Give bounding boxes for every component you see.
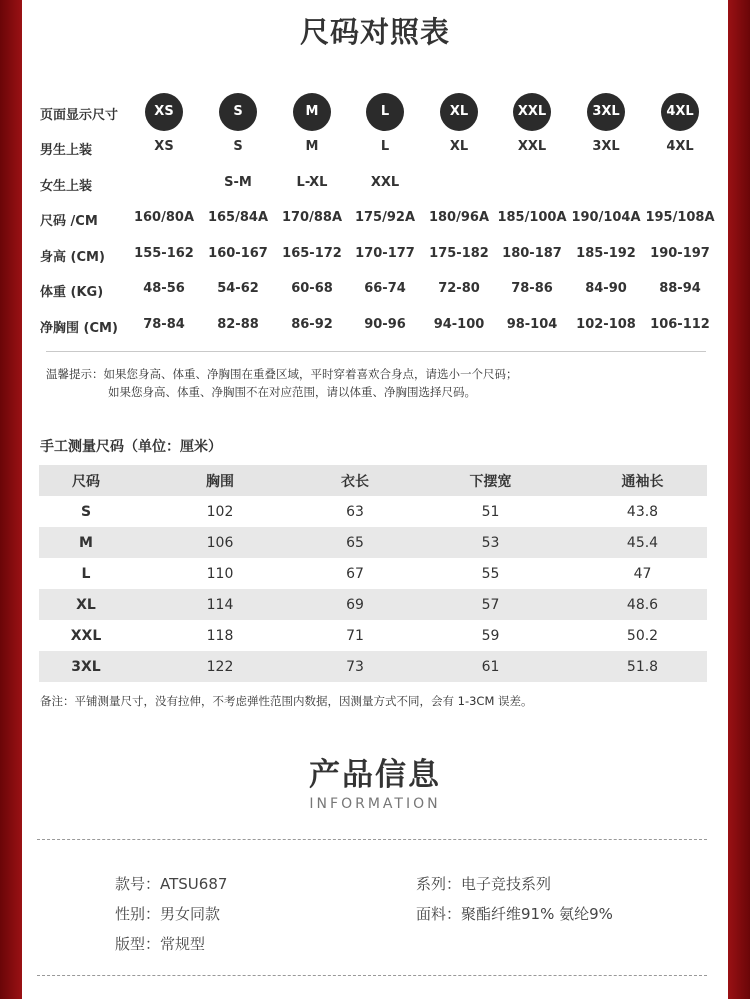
measure-value-cell: 106 [133, 527, 307, 558]
height-cell: 165-172 [282, 246, 342, 261]
weight-cell: 78-86 [511, 281, 553, 296]
row-label-chest: 净胸围 (CM) [40, 321, 118, 336]
measure-size-cell: 3XL [39, 651, 133, 682]
size-cm-cell: 185/100A [497, 210, 567, 225]
height-cell: 175-182 [429, 246, 489, 261]
measure-size-cell: XXL [70, 627, 102, 644]
display-size-cell: XL [440, 93, 478, 131]
style-number-label: 款号： [115, 875, 161, 893]
measure-value-cell: 51.8 [578, 651, 707, 682]
product-info-top-divider [37, 839, 707, 840]
measure-value-cell: 63 [346, 503, 364, 520]
table-row [39, 496, 707, 527]
measure-value-cell: 61 [403, 651, 578, 682]
measure-header-cell: 下摆宽 [403, 465, 578, 496]
size-cm-cell: 170/88A [281, 210, 343, 225]
row-label-weight: 体重 (KG) [40, 285, 104, 300]
measure-size-cell: M [39, 527, 133, 558]
weight-cell: 72-80 [438, 281, 480, 296]
row-label-size-cm: 尺码 /CM [40, 214, 98, 229]
fit-value: 常规型 [160, 935, 206, 953]
measure-value-cell: 110 [206, 565, 234, 582]
measure-value-cell: 51 [481, 503, 500, 520]
male-top-cell: 3XL [592, 139, 620, 154]
chest-cell: 86-92 [291, 317, 333, 332]
display-size-cell: 3XL [587, 93, 625, 131]
measure-value-cell: 53 [403, 527, 578, 558]
size-cm-cell: 195/108A [645, 210, 715, 225]
style-number-value: ATSU687 [160, 875, 228, 893]
size-tip [46, 365, 518, 401]
table-row [39, 558, 707, 589]
row-label-female-top: 女生上装 [40, 179, 93, 194]
row-label-male-top: 男生上装 [40, 143, 93, 158]
table-row [39, 620, 707, 651]
measure-value-cell: 48.6 [578, 589, 707, 620]
size-cm-cell: 180/96A [428, 210, 490, 225]
series-label: 系列： [416, 875, 462, 893]
product-info-title: 产品信息 [309, 757, 441, 793]
chest-cell: 98-104 [506, 317, 558, 332]
left-red-border [0, 0, 22, 999]
fit [115, 933, 205, 954]
series-value: 电子竞技系列 [461, 875, 552, 893]
height-cell: 190-197 [650, 246, 710, 261]
measure-value-cell: 122 [133, 651, 307, 682]
measure-value-cell: 69 [307, 589, 403, 620]
gender-label: 性别： [115, 905, 161, 923]
size-tip-line-1: 温馨提示：如果您身高、体重、净胸围在重叠区域，平时穿着喜欢合身点，请选小一个尺码； [46, 367, 518, 381]
height-cell: 155-162 [134, 246, 194, 261]
product-info-subtitle: INFORMATION [309, 796, 441, 812]
measure-table-header [39, 465, 707, 496]
measure-value-cell: 102 [206, 503, 234, 520]
table-row [39, 527, 707, 558]
measure-table [39, 465, 707, 682]
male-top-cell: 4XL [666, 139, 694, 154]
display-size-cell: 4XL [661, 93, 699, 131]
male-top-cell: XXL [517, 139, 547, 154]
female-top-cell: XXL [370, 175, 400, 190]
measure-value-cell: 55 [481, 565, 500, 582]
measure-value-cell: 67 [346, 565, 364, 582]
male-top-cell: M [305, 139, 319, 154]
male-top-cell: S [233, 139, 243, 154]
size-cm-cell: 160/80A [133, 210, 195, 225]
weight-cell: 84-90 [585, 281, 627, 296]
measure-header-cell: 胸围 [133, 465, 307, 496]
chest-cell: 102-108 [576, 317, 636, 332]
weight-cell: 48-56 [143, 281, 185, 296]
measure-value-cell: 57 [403, 589, 578, 620]
table-row [39, 651, 707, 682]
size-cm-cell: 175/92A [354, 210, 416, 225]
measure-header-cell: 尺码 [39, 465, 133, 496]
measure-value-cell: 71 [346, 627, 364, 644]
material [416, 903, 613, 924]
size-tip-line-2: 如果您身高、体重、净胸围不在对应范围，请以体重、净胸围选择尺码。 [108, 385, 476, 399]
height-cell: 185-192 [576, 246, 636, 261]
measure-value-cell: 65 [307, 527, 403, 558]
chest-cell: 106-112 [650, 317, 710, 332]
measure-value-cell: 118 [206, 627, 234, 644]
male-top-cell: L [380, 139, 390, 154]
measure-value-cell: 43.8 [626, 503, 659, 520]
fit-label: 版型： [115, 935, 161, 953]
measure-size-cell: XL [39, 589, 133, 620]
gender [115, 903, 220, 924]
row-label-height: 身高 (CM) [40, 250, 105, 265]
male-top-cell: XL [449, 139, 469, 154]
measure-note: 备注：平铺测量尺寸，没有拉伸，不考虑弹性范围内数据，因测量方式不同，会有 1-3CM 误差。 [40, 694, 533, 708]
material-label: 面料： [416, 905, 462, 923]
material-value: 聚酯纤维91% 氨纶9% [461, 905, 613, 923]
weight-cell: 88-94 [659, 281, 701, 296]
female-top-cell: S-M [224, 175, 252, 190]
height-cell: 170-177 [355, 246, 415, 261]
chest-cell: 94-100 [433, 317, 485, 332]
measure-value-cell: 45.4 [578, 527, 707, 558]
measure-header-cell: 衣长 [307, 465, 403, 496]
table-row [39, 589, 707, 620]
measure-value-cell: 114 [133, 589, 307, 620]
right-red-border [728, 0, 750, 999]
chest-cell: 78-84 [143, 317, 185, 332]
measure-value-cell: 59 [481, 627, 500, 644]
size-cm-cell: 165/84A [207, 210, 269, 225]
display-size-cell: S [219, 93, 257, 131]
display-size-cell: L [366, 93, 404, 131]
measure-title: 手工测量尺码（单位：厘米） [40, 439, 222, 455]
display-size-cell: XS [145, 93, 183, 131]
product-info-bottom-divider [37, 975, 707, 976]
chest-cell: 82-88 [217, 317, 259, 332]
weight-cell: 66-74 [364, 281, 406, 296]
weight-cell: 54-62 [217, 281, 259, 296]
measure-size-cell: L [81, 565, 91, 582]
weight-cell: 60-68 [291, 281, 333, 296]
male-top-cell: XS [154, 139, 174, 154]
measure-size-cell: S [80, 503, 92, 520]
display-size-cell: M [293, 93, 331, 131]
gender-value: 男女同款 [160, 905, 221, 923]
measure-value-cell: 47 [633, 565, 652, 582]
display-size-cell: XXL [513, 93, 551, 131]
height-cell: 180-187 [502, 246, 562, 261]
measure-header-cell: 通袖长 [578, 465, 707, 496]
size-chart-divider [46, 351, 706, 352]
female-top-cell: L-XL [296, 175, 328, 190]
chest-cell: 90-96 [364, 317, 406, 332]
measure-value-cell: 50.2 [626, 627, 659, 644]
series [416, 873, 551, 894]
measure-value-cell: 73 [307, 651, 403, 682]
size-cm-cell: 190/104A [571, 210, 641, 225]
height-cell: 160-167 [208, 246, 268, 261]
row-label-display-size: 页面显示尺寸 [40, 108, 119, 123]
size-chart-title: 尺码对照表 [299, 15, 450, 49]
style-number [115, 873, 227, 894]
